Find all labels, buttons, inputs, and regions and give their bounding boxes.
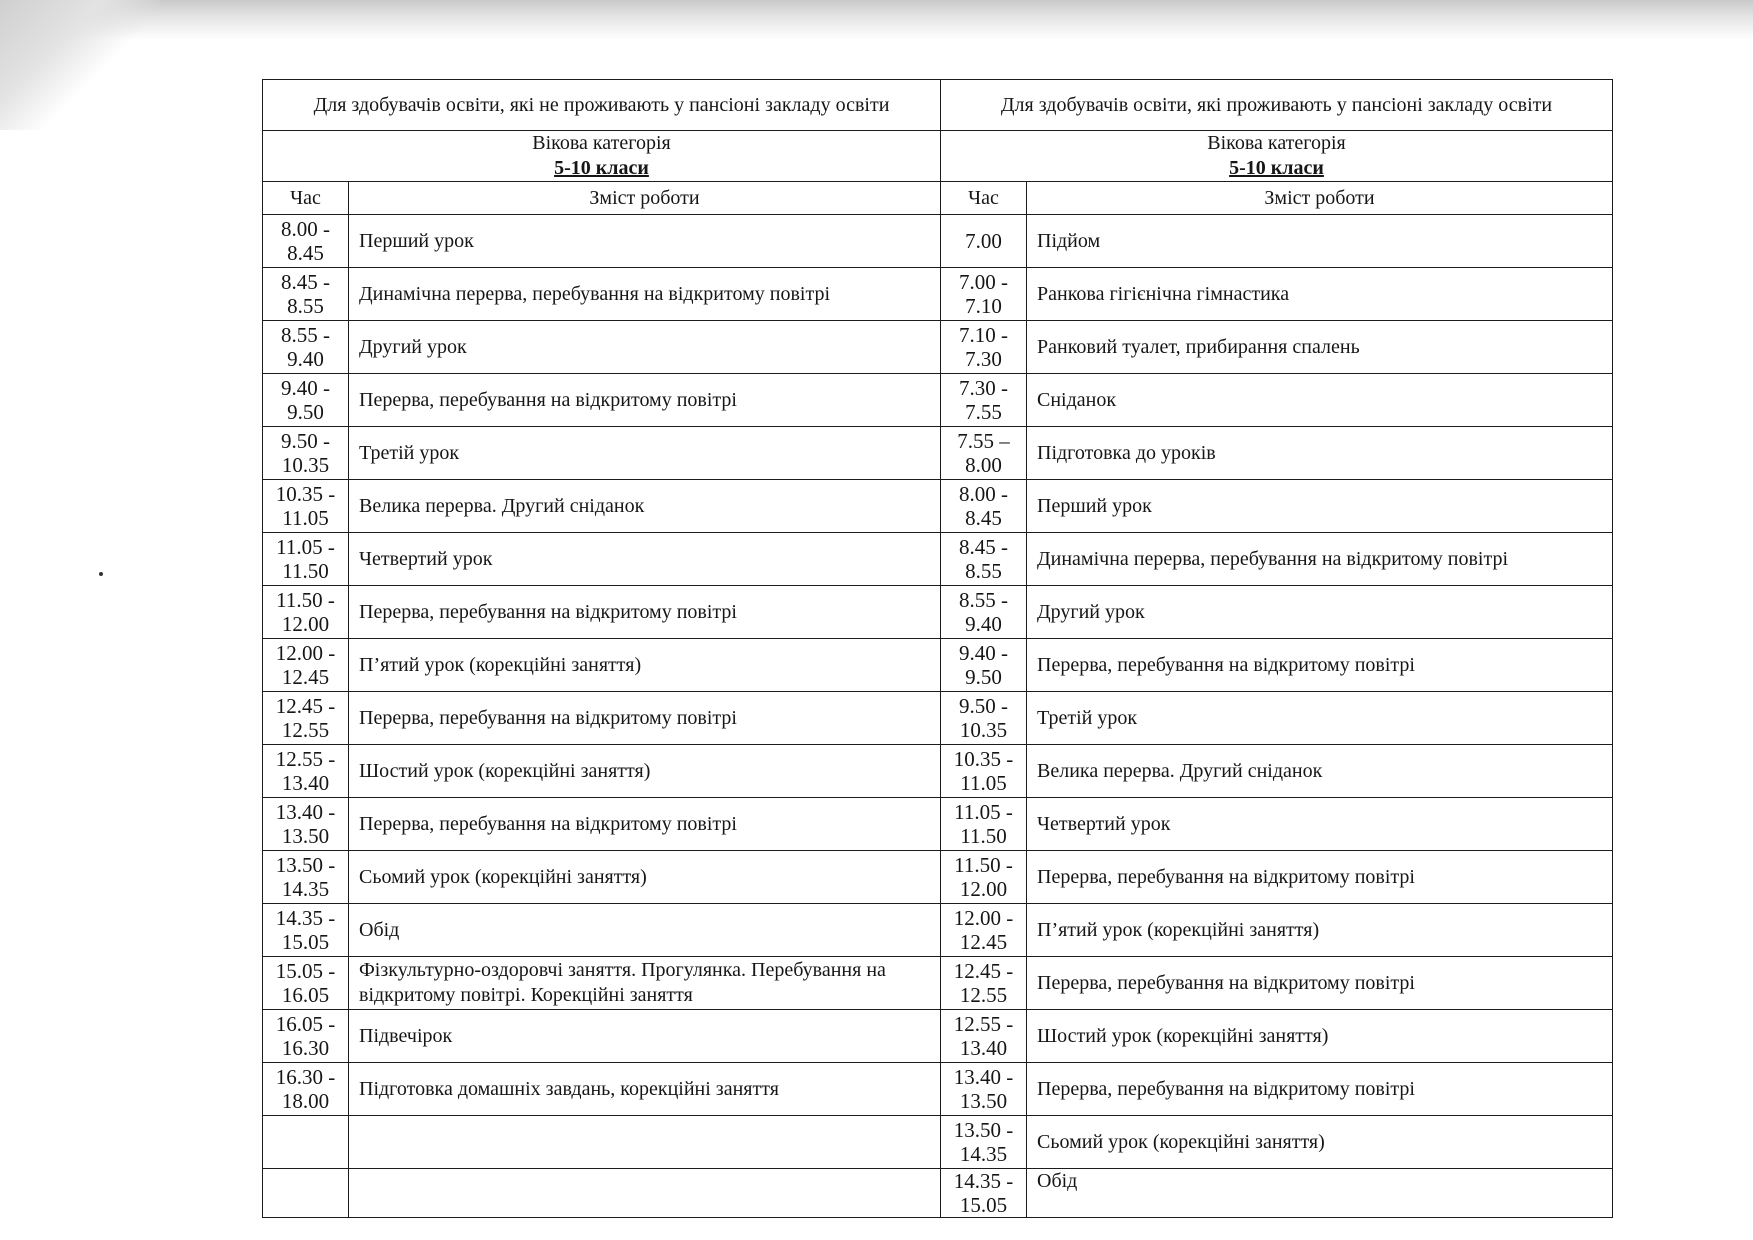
left-activity-cell — [349, 1116, 941, 1169]
table-row — [263, 374, 1613, 427]
left-activity-cell: Перший урок — [349, 215, 941, 268]
left-group-header: Для здобувачів освіти, які не проживають у пансіоні закладу освіти — [263, 80, 941, 131]
right-time-cell: 11.05 - 11.50 — [941, 798, 1027, 851]
left-time-cell: 12.45 - 12.55 — [263, 692, 349, 745]
left-time-cell: 11.05 - 11.50 — [263, 533, 349, 586]
table-row — [263, 745, 1613, 798]
category-row — [263, 131, 1613, 182]
right-activity-cell: Третій урок — [1027, 692, 1613, 745]
table-row — [263, 480, 1613, 533]
right-time-cell: 12.55 - 13.40 — [941, 1010, 1027, 1063]
table-row — [263, 427, 1613, 480]
right-activity-cell: Перерва, перебування на відкритому повітрі — [1027, 851, 1613, 904]
group-header-row — [263, 80, 1613, 131]
right-time-cell: 13.50 - 14.35 — [941, 1116, 1027, 1169]
table-row — [263, 957, 1613, 1010]
left-activity-cell: Перерва, перебування на відкритому повітрі — [349, 692, 941, 745]
scan-edge-shadow — [0, 0, 1753, 40]
left-time-cell: 9.40 - 9.50 — [263, 374, 349, 427]
table-row — [263, 533, 1613, 586]
right-activity-cell: Четвертий урок — [1027, 798, 1613, 851]
left-activity-cell: Сьомий урок (корекційні заняття) — [349, 851, 941, 904]
right-activity-cell: Обід — [1027, 1169, 1613, 1218]
left-time-cell: 16.30 - 18.00 — [263, 1063, 349, 1116]
left-activity-cell: Третій урок — [349, 427, 941, 480]
left-category-value: 5-10 класи — [554, 157, 649, 179]
left-activity-cell: Перерва, перебування на відкритому повітрі — [349, 374, 941, 427]
left-activity-cell: Фізкультурно-оздоровчі заняття. Прогулянка. Перебування на відкритому повітрі. Корекційні заняття — [349, 957, 941, 1010]
right-activity-cell: Динамічна перерва, перебування на відкритому повітрі — [1027, 533, 1613, 586]
right-time-cell: 11.50 - 12.00 — [941, 851, 1027, 904]
left-time-cell: 15.05 - 16.05 — [263, 957, 349, 1010]
right-age-category — [941, 131, 1613, 182]
table-row — [263, 639, 1613, 692]
right-time-cell: 12.00 - 12.45 — [941, 904, 1027, 957]
table-row — [263, 1169, 1613, 1218]
left-time-cell: 13.40 - 13.50 — [263, 798, 349, 851]
right-time-cell: 7.55 – 8.00 — [941, 427, 1027, 480]
left-time-cell: 12.00 - 12.45 — [263, 639, 349, 692]
right-activity-cell: Шостий урок (корекційні заняття) — [1027, 1010, 1613, 1063]
left-time-cell: 8.45 - 8.55 — [263, 268, 349, 321]
right-group-header: Для здобувачів освіти, які проживають у пансіоні закладу освіти — [941, 80, 1613, 131]
right-category-value: 5-10 класи — [1229, 157, 1324, 179]
right-time-cell: 7.00 - 7.10 — [941, 268, 1027, 321]
left-activity-cell: Другий урок — [349, 321, 941, 374]
right-activity-cell: Перерва, перебування на відкритому повітрі — [1027, 957, 1613, 1010]
scan-corner-shadow — [0, 0, 160, 130]
left-time-cell: 10.35 - 11.05 — [263, 480, 349, 533]
right-content-column-header: Зміст роботи — [1027, 182, 1613, 215]
left-time-cell: 16.05 - 16.30 — [263, 1010, 349, 1063]
table-row — [263, 215, 1613, 268]
table-row — [263, 851, 1613, 904]
table-row — [263, 1010, 1613, 1063]
left-time-column-header: Час — [263, 182, 349, 215]
left-time-cell — [263, 1116, 349, 1169]
table-row — [263, 1116, 1613, 1169]
table-row — [263, 268, 1613, 321]
table-row — [263, 798, 1613, 851]
right-time-cell: 10.35 - 11.05 — [941, 745, 1027, 798]
right-activity-cell: Підйом — [1027, 215, 1613, 268]
table-row — [263, 692, 1613, 745]
left-activity-cell — [349, 1169, 941, 1218]
left-category-label: Вікова категорія — [532, 132, 671, 154]
table-row — [263, 1063, 1613, 1116]
right-time-cell: 9.40 - 9.50 — [941, 639, 1027, 692]
left-time-cell — [263, 1169, 349, 1218]
left-activity-cell: Велика перерва. Другий сніданок — [349, 480, 941, 533]
right-time-column-header: Час — [941, 182, 1027, 215]
right-time-cell: 12.45 - 12.55 — [941, 957, 1027, 1010]
right-time-cell: 7.00 — [941, 215, 1027, 268]
right-activity-cell: Сьомий урок (корекційні заняття) — [1027, 1116, 1613, 1169]
left-activity-cell: Четвертий урок — [349, 533, 941, 586]
right-activity-cell: Велика перерва. Другий сніданок — [1027, 745, 1613, 798]
left-time-cell: 9.50 - 10.35 — [263, 427, 349, 480]
left-time-cell: 13.50 - 14.35 — [263, 851, 349, 904]
right-activity-cell: Перерва, перебування на відкритому повітрі — [1027, 639, 1613, 692]
daily-schedule-table — [262, 79, 1613, 1218]
schedule-sheet — [262, 79, 1612, 1218]
right-time-cell: 9.50 - 10.35 — [941, 692, 1027, 745]
right-activity-cell: Ранковий туалет, прибирання спалень — [1027, 321, 1613, 374]
right-activity-cell: Перерва, перебування на відкритому повітрі — [1027, 1063, 1613, 1116]
left-time-cell: 11.50 - 12.00 — [263, 586, 349, 639]
right-activity-cell: Ранкова гігієнічна гімнастика — [1027, 268, 1613, 321]
right-category-label: Вікова категорія — [1207, 132, 1346, 154]
column-header-row — [263, 182, 1613, 215]
left-content-column-header: Зміст роботи — [349, 182, 941, 215]
left-time-cell: 12.55 - 13.40 — [263, 745, 349, 798]
right-activity-cell: Підготовка до уроків — [1027, 427, 1613, 480]
left-activity-cell: П’ятий урок (корекційні заняття) — [349, 639, 941, 692]
right-time-cell: 7.30 - 7.55 — [941, 374, 1027, 427]
table-row — [263, 321, 1613, 374]
right-time-cell: 8.55 - 9.40 — [941, 586, 1027, 639]
right-time-cell: 7.10 - 7.30 — [941, 321, 1027, 374]
left-time-cell: 8.00 - 8.45 — [263, 215, 349, 268]
right-activity-cell: Перший урок — [1027, 480, 1613, 533]
right-time-cell: 14.35 - 15.05 — [941, 1169, 1027, 1218]
scan-speck — [99, 572, 103, 576]
right-time-cell: 13.40 - 13.50 — [941, 1063, 1027, 1116]
left-age-category — [263, 131, 941, 182]
left-time-cell: 14.35 - 15.05 — [263, 904, 349, 957]
left-time-cell: 8.55 - 9.40 — [263, 321, 349, 374]
left-activity-cell: Обід — [349, 904, 941, 957]
right-time-cell: 8.00 - 8.45 — [941, 480, 1027, 533]
table-row — [263, 904, 1613, 957]
left-activity-cell: Підготовка домашніх завдань, корекційні заняття — [349, 1063, 941, 1116]
right-activity-cell: П’ятий урок (корекційні заняття) — [1027, 904, 1613, 957]
right-time-cell: 8.45 - 8.55 — [941, 533, 1027, 586]
left-activity-cell: Перерва, перебування на відкритому повітрі — [349, 586, 941, 639]
right-activity-cell: Другий урок — [1027, 586, 1613, 639]
left-activity-cell: Динамічна перерва, перебування на відкритому повітрі — [349, 268, 941, 321]
left-activity-cell: Шостий урок (корекційні заняття) — [349, 745, 941, 798]
table-row — [263, 586, 1613, 639]
left-activity-cell: Перерва, перебування на відкритому повітрі — [349, 798, 941, 851]
left-activity-cell: Підвечірок — [349, 1010, 941, 1063]
right-activity-cell: Сніданок — [1027, 374, 1613, 427]
